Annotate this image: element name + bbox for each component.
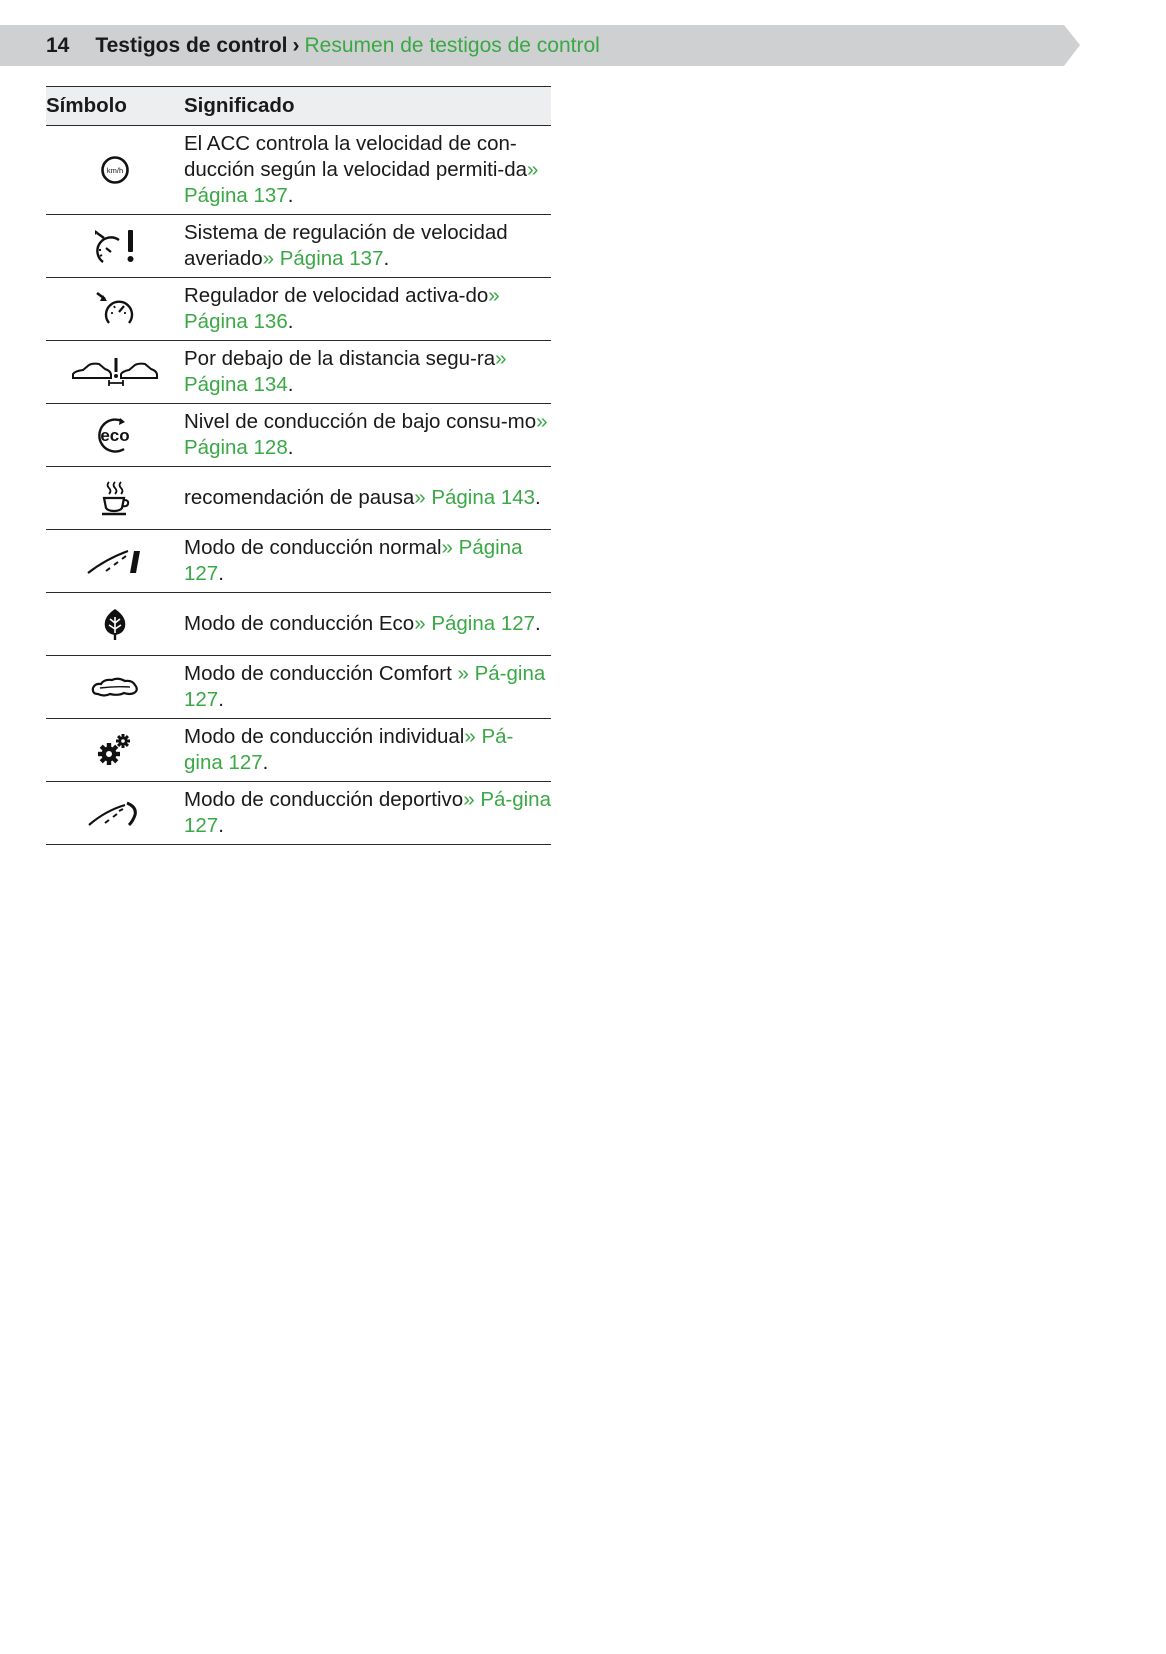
table-header-row xyxy=(46,87,551,126)
cloud-comfort-icon xyxy=(90,674,140,700)
meaning-cell: Sistema de regulación de velocidad averiado» Página 137. xyxy=(184,215,551,278)
meaning-cell: Modo de conducción Eco» Página 127. xyxy=(184,593,551,656)
warning-lights-table xyxy=(46,86,551,845)
meaning-cell: Regulador de velocidad activa-do» Página 136. xyxy=(184,278,551,341)
road-sport-icon xyxy=(85,797,145,829)
page-link[interactable]: » Página 128 xyxy=(184,410,548,459)
meaning-cell: Nivel de conducción de bajo consu-mo» Página 128. xyxy=(184,404,551,467)
meaning-cell: Modo de conducción Comfort » Pá-gina 127. xyxy=(184,656,551,719)
meaning-cell: recomendación de pausa» Página 143. xyxy=(184,467,551,530)
table-row xyxy=(46,719,551,782)
car-distance-warning-icon xyxy=(69,355,161,389)
table-row xyxy=(46,782,551,845)
table-row xyxy=(46,126,551,215)
breadcrumb-separator: › xyxy=(292,33,300,57)
page-link[interactable]: » Página 127 xyxy=(184,536,523,585)
page-link[interactable]: » Página 127 xyxy=(414,612,536,635)
chapter-title: Testigos de control xyxy=(95,33,288,57)
speedometer-warning-icon xyxy=(89,226,141,266)
table-row xyxy=(46,341,551,404)
meaning-cell: Modo de conducción deportivo» Pá-gina 127. xyxy=(184,782,551,845)
table-row xyxy=(46,593,551,656)
page-link[interactable]: » Pá-gina 127 xyxy=(184,788,551,837)
page-link[interactable]: » Pá-gina 127 xyxy=(184,662,546,711)
table-row xyxy=(46,656,551,719)
eco-circle-icon xyxy=(94,415,136,455)
meaning-cell: Modo de conducción normal» Página 127. xyxy=(184,530,551,593)
svg-text:eco: eco xyxy=(100,426,130,445)
column-header-symbol: Símbolo xyxy=(46,87,184,126)
page-number: 14 xyxy=(46,33,70,57)
section-link[interactable]: Resumen de testigos de control xyxy=(304,33,600,57)
table-row xyxy=(46,467,551,530)
kmh-circle-icon xyxy=(100,155,130,185)
leaf-icon xyxy=(101,607,129,641)
meaning-cell: El ACC controla la velocidad de con-ducción según la velocidad permiti-da» Página 137. xyxy=(184,126,551,215)
running-header xyxy=(46,25,600,66)
page-link[interactable]: » Página 137 xyxy=(262,247,384,270)
table-row xyxy=(46,404,551,467)
column-header-meaning: Significado xyxy=(184,87,551,126)
road-normal-icon xyxy=(84,545,146,577)
table-row xyxy=(46,215,551,278)
meaning-cell: Modo de conducción individual» Pá-gina 127. xyxy=(184,719,551,782)
gears-icon xyxy=(97,732,133,768)
coffee-cup-icon xyxy=(98,478,132,518)
page-link[interactable]: » Página 134 xyxy=(184,347,507,396)
table-row xyxy=(46,530,551,593)
meaning-cell: Por debajo de la distancia segu-ra» Página 134. xyxy=(184,341,551,404)
speedometer-arrow-icon xyxy=(93,289,137,329)
svg-text:km/h: km/h xyxy=(106,165,124,175)
page-link[interactable]: » Página 137 xyxy=(184,158,539,207)
table-row xyxy=(46,278,551,341)
page-link[interactable]: » Pá-gina 127 xyxy=(184,725,514,774)
page-link[interactable]: » Página 136 xyxy=(184,284,500,333)
page-link[interactable]: » Página 143 xyxy=(414,486,536,509)
